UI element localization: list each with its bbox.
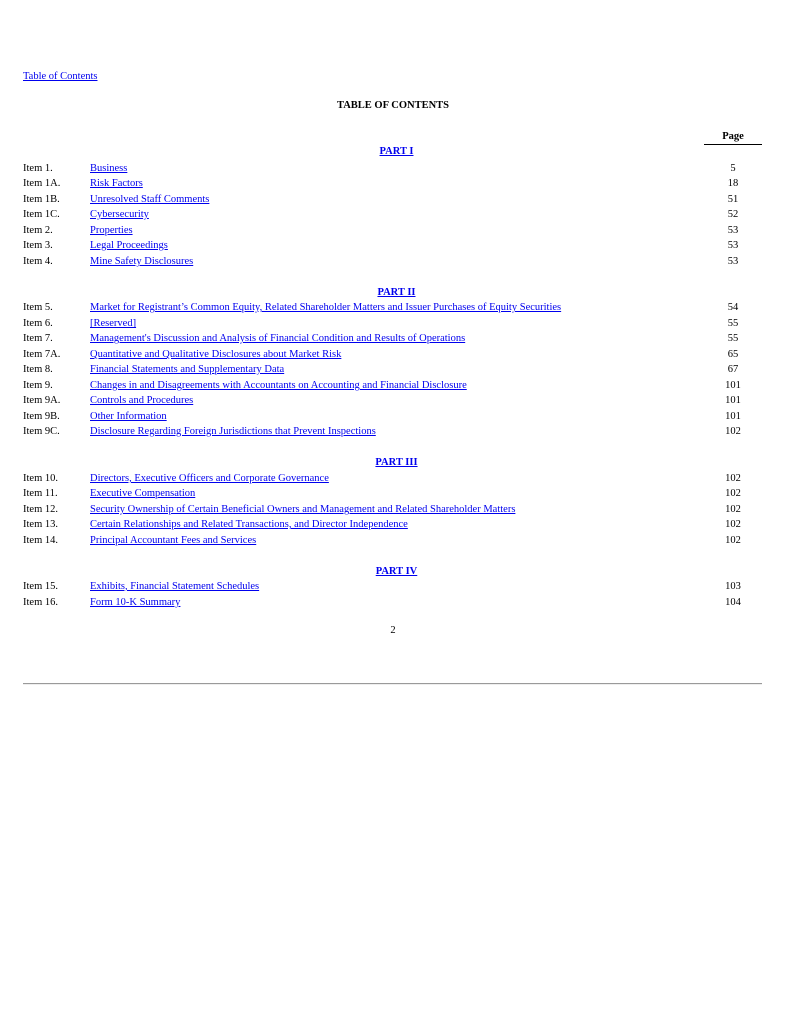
item-number: Item 15. bbox=[23, 581, 58, 592]
item-title-link[interactable]: Properties bbox=[90, 225, 133, 236]
toc-row bbox=[0, 300, 791, 315]
toc-row bbox=[0, 502, 791, 517]
item-number: Item 14. bbox=[23, 535, 58, 546]
toc-row bbox=[0, 161, 791, 176]
toc-row bbox=[0, 533, 791, 548]
toc-row bbox=[0, 393, 791, 408]
item-title-link[interactable]: Exhibits, Financial Statement Schedules bbox=[90, 581, 260, 592]
item-page: 102 bbox=[725, 535, 741, 546]
toc-title: TABLE OF CONTENTS bbox=[336, 100, 450, 111]
item-page: 101 bbox=[725, 411, 741, 422]
item-number: Item 10. bbox=[23, 473, 58, 484]
item-page: 18 bbox=[727, 178, 739, 189]
item-title-link[interactable]: Directors, Executive Officers and Corporate Governance bbox=[90, 473, 329, 484]
toc-row bbox=[0, 223, 791, 238]
item-page: 53 bbox=[727, 225, 739, 236]
item-number: Item 7. bbox=[23, 333, 53, 344]
item-number: Item 16. bbox=[23, 597, 58, 608]
item-title-link[interactable]: Quantitative and Qualitative Disclosures about Market Risk bbox=[90, 349, 342, 360]
item-page: 52 bbox=[727, 209, 739, 220]
item-page: 104 bbox=[725, 597, 741, 608]
toc-row bbox=[0, 207, 791, 222]
part-heading[interactable] bbox=[0, 286, 791, 299]
item-title-link[interactable]: Changes in and Disagreements with Accountants on Accounting and Financial Disclosure bbox=[90, 380, 467, 391]
item-number: Item 6. bbox=[23, 318, 53, 329]
toc-row bbox=[0, 579, 791, 594]
item-number: Item 9B. bbox=[23, 411, 60, 422]
item-title-link[interactable]: Market for Registrant’s Common Equity, Related Shareholder Matters and Issuer Purchases of Equity Securities bbox=[90, 302, 562, 313]
page-column-header: Page bbox=[704, 130, 762, 145]
item-number: Item 11. bbox=[23, 488, 58, 499]
item-page: 102 bbox=[725, 473, 741, 484]
part-ii-link[interactable]: PART II bbox=[377, 287, 416, 298]
item-title-link[interactable]: Legal Proceedings bbox=[90, 240, 168, 251]
item-title-link[interactable]: Unresolved Staff Comments bbox=[90, 194, 210, 205]
item-page: 67 bbox=[727, 364, 739, 375]
part-heading[interactable] bbox=[0, 456, 791, 469]
item-number: Item 8. bbox=[23, 364, 53, 375]
toc-row bbox=[0, 347, 791, 362]
item-number: Item 9. bbox=[23, 380, 53, 391]
item-page: 102 bbox=[725, 488, 741, 499]
item-page: 54 bbox=[727, 302, 739, 313]
item-number: Item 9C. bbox=[23, 426, 60, 437]
toc-row bbox=[0, 517, 791, 532]
item-title-link[interactable]: Certain Relationships and Related Transactions, and Director Independence bbox=[90, 519, 408, 530]
toc-row bbox=[0, 254, 791, 269]
item-page: 53 bbox=[727, 256, 739, 267]
item-title-link[interactable]: Executive Compensation bbox=[90, 488, 196, 499]
toc-row bbox=[0, 471, 791, 486]
item-title-link[interactable]: Management's Discussion and Analysis of Financial Condition and Results of Operations bbox=[90, 333, 466, 344]
toc-row bbox=[0, 409, 791, 424]
item-page: 102 bbox=[725, 504, 741, 515]
toc-row bbox=[0, 424, 791, 439]
item-number: Item 3. bbox=[23, 240, 53, 251]
part-i-link[interactable]: PART I bbox=[379, 146, 414, 157]
item-title-link[interactable]: Form 10-K Summary bbox=[90, 597, 181, 608]
item-title-link[interactable]: Financial Statements and Supplementary Data bbox=[90, 364, 285, 375]
item-page: 51 bbox=[727, 194, 739, 205]
toc-row bbox=[0, 362, 791, 377]
item-page: 101 bbox=[725, 395, 741, 406]
item-number: Item 1B. bbox=[23, 194, 60, 205]
part-iv-link[interactable]: PART IV bbox=[375, 566, 418, 577]
toc-row bbox=[0, 176, 791, 191]
item-page: 101 bbox=[725, 380, 741, 391]
page-number: 2 bbox=[390, 625, 396, 636]
part-iii-link[interactable]: PART III bbox=[375, 457, 418, 468]
item-page: 103 bbox=[725, 581, 741, 592]
item-number: Item 4. bbox=[23, 256, 53, 267]
item-number: Item 2. bbox=[23, 225, 53, 236]
item-number: Item 1A. bbox=[23, 178, 61, 189]
item-title-link[interactable]: Other Information bbox=[90, 411, 167, 422]
toc-row bbox=[0, 378, 791, 393]
item-page: 55 bbox=[727, 333, 739, 344]
item-page: 53 bbox=[727, 240, 739, 251]
part-heading[interactable] bbox=[0, 565, 791, 578]
item-number: Item 12. bbox=[23, 504, 58, 515]
item-number: Item 1C. bbox=[23, 209, 60, 220]
item-title-link[interactable]: Security Ownership of Certain Beneficial Owners and Management and Related Shareholder Matters bbox=[90, 504, 516, 515]
toc-row bbox=[0, 595, 791, 610]
item-title-link[interactable]: Principal Accountant Fees and Services bbox=[90, 535, 257, 546]
toc-row bbox=[0, 192, 791, 207]
item-number: Item 13. bbox=[23, 519, 58, 530]
item-number: Item 7A. bbox=[23, 349, 61, 360]
item-title-link[interactable]: Controls and Procedures bbox=[90, 395, 194, 406]
table-of-contents-link[interactable]: Table of Contents bbox=[23, 71, 98, 82]
item-title-link[interactable]: [Reserved] bbox=[90, 318, 137, 329]
item-number: Item 9A. bbox=[23, 395, 61, 406]
item-page: 55 bbox=[727, 318, 739, 329]
toc-row bbox=[0, 238, 791, 253]
item-page: 102 bbox=[725, 426, 741, 437]
item-title-link[interactable]: Cybersecurity bbox=[90, 209, 149, 220]
item-title-link[interactable]: Mine Safety Disclosures bbox=[90, 256, 194, 267]
toc-row bbox=[0, 316, 791, 331]
item-title-link[interactable]: Disclosure Regarding Foreign Jurisdictions that Prevent Inspections bbox=[90, 426, 376, 437]
item-number: Item 5. bbox=[23, 302, 53, 313]
item-title-link[interactable]: Risk Factors bbox=[90, 178, 143, 189]
item-number: Item 1. bbox=[23, 163, 53, 174]
item-page: 102 bbox=[725, 519, 741, 530]
toc-row bbox=[0, 331, 791, 346]
item-title-link[interactable]: Business bbox=[90, 163, 128, 174]
page-divider bbox=[23, 683, 762, 685]
item-page: 5 bbox=[730, 163, 736, 174]
item-page: 65 bbox=[727, 349, 739, 360]
toc-row bbox=[0, 486, 791, 501]
part-heading[interactable] bbox=[0, 145, 791, 158]
